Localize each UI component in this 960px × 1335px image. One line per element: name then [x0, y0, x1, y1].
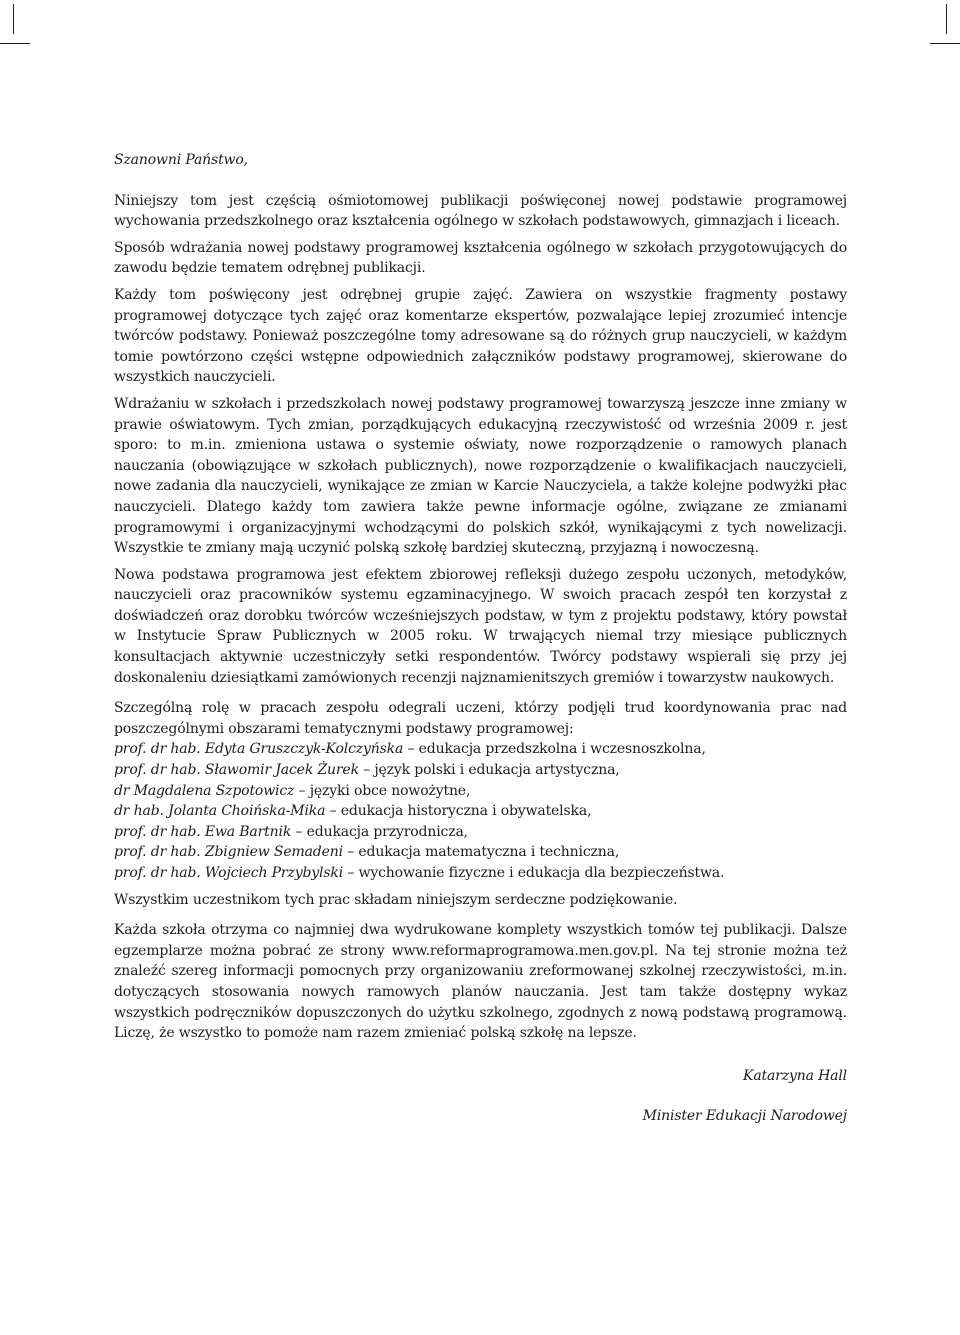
paragraph: Szczególną rolę w pracach zespołu odegrali uczeni, którzy podjęli trud koordynowania prac nad poszczególnymi obszarami tematycznymi podstawy programowej: [114, 700, 847, 737]
coordinator-item [114, 781, 847, 802]
signature-name: Katarzyna Hall [743, 1067, 847, 1084]
crop-mark [930, 43, 960, 44]
coordinator-item [114, 863, 847, 884]
crop-mark [946, 4, 947, 34]
paragraph: Każda szkoła otrzyma co najmniej dwa wydrukowane komplety wszystkich tomów tej publikacji. Dalsze egzemplarze można pobrać ze strony www.reformaprogramowa.men.gov.pl. Na tej stronie można też znaleźć szereg informacji pomocnych przy organizowaniu zreformowanej szkolnej rzeczywistości, m.in. dotyczących stosowania nowych ramowych planów nauczania. Jest tam także dostępny wykaz wszystkich podręczników dopuszczonych do użytku szkolnego, zgodnych z nową podstawą programową. Liczę, że wszystko to pomoże nam razem zmieniać polską szkołę na lepsze. [114, 922, 847, 1042]
crop-mark [13, 4, 14, 34]
coordinator-area: – edukacja przyrodnicza, [291, 823, 468, 840]
coordinator-area: – język polski i edukacja artystyczna, [358, 762, 620, 779]
coordinator-area: – edukacja matematyczna i techniczna, [342, 844, 620, 861]
coordinator-name: prof. dr hab. Zbigniew Semadeni [114, 844, 343, 861]
salutation: Szanowni Państwo, [114, 152, 248, 168]
coordinators-list [114, 739, 847, 883]
coordinator-item [114, 822, 847, 843]
coordinator-item [114, 760, 847, 781]
coordinator-name: prof. dr hab. Edyta Gruszczyk-Kolczyńska [114, 741, 404, 758]
coordinator-name: dr hab. Jolanta Choińska-Mika [114, 803, 326, 820]
letter-page [114, 150, 847, 1127]
signature-title: Minister Edukacji Narodowej [642, 1108, 847, 1125]
paragraph: Wszystkim uczestnikom tych prac składam niniejszym serdeczne podziękowanie. [114, 891, 678, 908]
coordinator-area: – wychowanie fizyczne i edukacja dla bezpieczeństwa. [343, 865, 725, 881]
coordinator-name: dr Magdalena Szpotowicz [114, 782, 295, 799]
coordinator-item [114, 739, 847, 760]
paragraph: Nowa podstawa programowa jest efektem zbiorowej refleksji dużego zespołu uczonych, metodyków, nauczycieli oraz pracowników systemu egzaminacyjnego. W swoich pracach zespół ten korzystał z doświadczeń oraz dorobku twórców wcześniejszych podstaw, w tym z projektu podstawy, który powstał w Instytucie Spraw Publicznych w 2005 roku. W trwających niemal trzy miesiące publicznych konsultacjach aktywnie uczestniczyły setki respondentów. Twórcy podstawy wspierali się przy jej doskonaleniu dziesiątkami zamówionych recenzji najznamienitszych gremiów i towarzystw naukowych. [114, 566, 847, 686]
coordinator-area: – edukacja przedszkolna i wczesnoszkolna, [403, 741, 706, 758]
coordinator-name: prof. dr hab. Ewa Bartnik [114, 823, 292, 840]
paragraph: Każdy tom poświęcony jest odrębnej grupie zajęć. Zawiera on wszystkie fragmenty postawy programowej dotyczące tych zajęć oraz komentarze ekspertów, pozwalające lepiej zrozumieć intencje twórców podstawy. Ponieważ poszczególne tomy adresowane są do różnych grup nauczycieli, w każdym tomie powtórzono części wstępne odpowiednich załączników podstawy programowej, skierowane do wszystkich nauczycieli. [114, 286, 847, 386]
coordinator-name: prof. dr hab. Sławomir Jacek Żurek [114, 762, 359, 779]
coordinator-item [114, 842, 847, 863]
coordinator-area: – edukacja historyczna i obywatelska, [325, 803, 592, 820]
paragraph: Niniejszy tom jest częścią ośmiotomowej publikacji poświęconej nowej podstawie programowej wychowania przedszkolnego oraz kształcenia ogólnego w szkołach podstawowych, gimnazjach i liceach. [114, 192, 847, 230]
crop-mark [0, 43, 30, 44]
paragraph: Wdrażaniu w szkołach i przedszkolach nowej podstawy programowej towarzyszą jeszcze inne zmiany w prawie oświatowym. Tych zmian, porządkujących edukacyjną rzeczywistość od września 2009 r. jest sporo: to m.in. zmieniona ustawa o systemie oświaty, nowe rozporządzenie o ramowych planach nauczania (obowiązujące w szkołach publicznych), nowe rozporządzenie o kwalifikacjach nauczycieli, nowe zadania dla nauczycieli, wynikające ze zmian w Karcie Nauczyciela, a także kolejne podwyżki płac nauczycieli. Dlatego każdy tom zawiera także pewne informacje ogólne, związane ze zmianami programowymi i organizacyjnymi wchodzącymi do polskich szkół, wynikającymi z tych nowelizacji. Wszystkie te zmiany mają uczynić polską szkołę bardziej skuteczną, przyjazną i nowoczesną. [114, 395, 847, 557]
coordinator-item [114, 801, 847, 822]
paragraph: Sposób wdrażania nowej podstawy programowej kształcenia ogólnego w szkołach przygotowujących do zawodu będzie tematem odrębnej publikacji. [114, 239, 847, 277]
coordinator-name: prof. dr hab. Wojciech Przybylski [114, 865, 344, 881]
coordinator-area: – języki obce nowożytne, [294, 782, 471, 799]
